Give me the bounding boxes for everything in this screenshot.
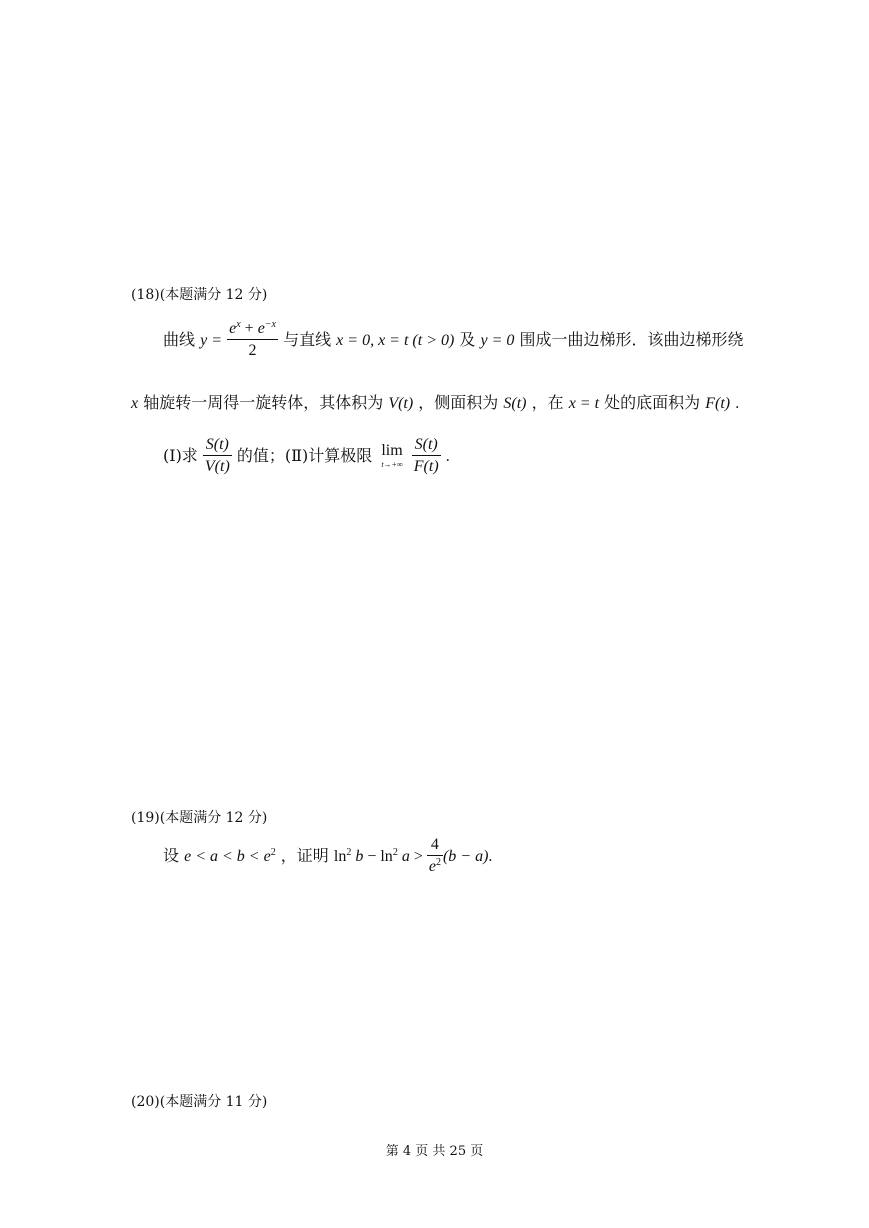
q19-fraction-denominator (427, 856, 443, 876)
q19-ln-a-exp: 2 (392, 846, 398, 858)
q19-ineq-base: e < a < b < e (184, 847, 271, 865)
q18-num-e1: e (229, 320, 237, 337)
q18-l1-y-eq: y = (200, 331, 222, 349)
q19-gt: > (409, 847, 427, 865)
q18-l1-text-a: 与直线 (283, 329, 337, 349)
q19-ln-b (334, 848, 363, 865)
q19-ln-b-var: b (351, 847, 364, 865)
q19-tail: (b − a) (442, 847, 489, 865)
q18-l1-prefix: 曲线 (163, 329, 201, 349)
q19-ln-a-word: ln (380, 847, 393, 865)
q18-l3-text-a: 的值；(Ⅱ)计算极限 (236, 445, 378, 465)
q19-l1-prefix: 设 (163, 845, 185, 865)
q18-ratio-fraction (203, 436, 232, 477)
q18-header: (18)(本题满分 12 分) (131, 287, 268, 303)
q18-l2-var-x: x (131, 395, 139, 412)
q19-ln-a (380, 848, 409, 865)
q18-limit (381, 443, 402, 469)
q19-fraction-numerator: 4 (427, 836, 443, 856)
q19-den-base: e (428, 858, 436, 876)
q18-curve-denominator: 2 (248, 342, 257, 360)
q18-l2-text-c: ，在 (531, 393, 569, 412)
q18-l1-cond2: y = 0 (480, 331, 515, 349)
q19-end: . (488, 847, 493, 865)
q18-line-2 (131, 390, 739, 413)
q20-header: (20)(本题满分 11 分) (131, 1094, 268, 1110)
q18-num-exp1: x (236, 319, 241, 330)
q18-limit-denominator: F(t) (413, 458, 439, 476)
q18-limit-subscript: t→+∞ (381, 460, 403, 470)
q18-l2-base: F(t) (705, 395, 731, 412)
q18-l2-text-a: 轴旋转一周得一旋转体，其体积为 (143, 393, 384, 412)
q19-minus: − (363, 847, 381, 865)
q18-l2-text-b: ，侧面积为 (418, 393, 499, 412)
q18-l2-area: S(t) (503, 395, 527, 412)
q19-l1-text-a: ，证明 (280, 845, 334, 865)
q18-curve-fraction (227, 320, 278, 361)
q18-l1-text-c: 围成一曲边梯形．该曲边梯形绕 (519, 329, 744, 349)
q19-header: (19)(本题满分 12 分) (131, 810, 268, 826)
q19-line-1 (163, 836, 492, 877)
q19-ineq-exp: 2 (270, 846, 276, 858)
q18-limit-word: lim (381, 442, 403, 460)
q18-line-1 (163, 320, 744, 361)
q19-ln-b-word: ln (333, 847, 347, 865)
q18-ratio-numerator: S(t) (203, 436, 232, 456)
page-footer: 第 4 页 共 25 页 (385, 1144, 484, 1159)
q18-l2-volume: V(t) (388, 395, 414, 412)
q18-curve-numerator (227, 320, 278, 340)
q18-l2-text-e: . (735, 395, 740, 412)
q18-num-plus: + (240, 320, 258, 337)
q18-line-3 (163, 436, 450, 477)
q18-l2-text-d: 处的底面积为 (604, 393, 701, 412)
q18-l3-part1: (Ⅰ)求 (163, 445, 198, 465)
q18-num-exp2: −x (264, 319, 276, 330)
q18-ratio-denominator: V(t) (204, 458, 230, 476)
q18-num-e2: e (257, 320, 265, 337)
q19-ln-a-var: a (397, 847, 410, 865)
q19-fraction (427, 836, 443, 877)
q19-inequality (184, 848, 276, 865)
q18-l1-text-b: 及 (459, 329, 481, 349)
q18-limit-numerator: S(t) (412, 436, 441, 456)
q18-l2-cond: x = t (568, 395, 600, 412)
q18-l1-cond1: x = 0, x = t (t > 0) (336, 331, 455, 349)
q19-ln-b-exp: 2 (346, 846, 352, 858)
q18-limit-fraction (412, 436, 441, 477)
q18-l3-text-b: . (445, 447, 450, 465)
q19-den-exp: 2 (435, 857, 441, 869)
